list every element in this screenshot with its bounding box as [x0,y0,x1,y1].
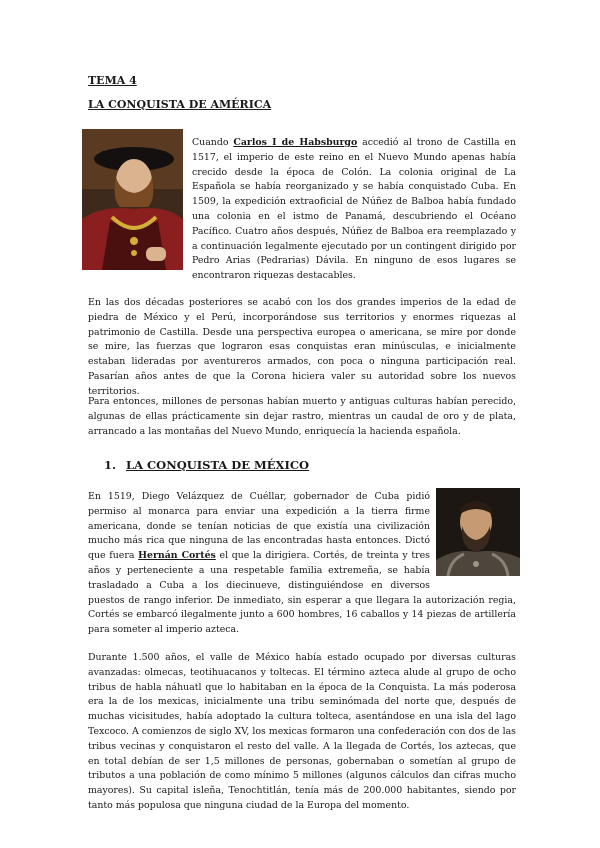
mexico-text-2: el que la dirigiera. Cortés, de treinta y tres años y perteneciente a una respetable familia extremeña, se había trasladado a Cuba a los diecinueve, distinguiéndose en diversos puestos de rango inferior. De inmediato, sin esperar a que llegara la autorización regia, Cortés se embarcó ilegalmente junto a 600 hombres, 16 caballos y 14 piezas de artillería para someter al imperio azteca. [88,550,516,636]
chapter-title: LA CONQUISTA DE AMÉRICA [88,98,272,111]
mexico-text-1: En 1519, Diego Velázquez de Cuéllar, gobernador de Cuba pidió permiso al monarca para enviar una expedición a la tierra firme americana, donde se tenían noticias de que existía una civilización mucho más rica que ninguna de las encontradas hasta entonces. Dictó que fuera [88,491,430,562]
section-1-heading [104,458,309,472]
link-hernan-cortes[interactable]: Hernán Cortés [138,550,216,562]
paragraph-5: Durante 1.500 años, el valle de México había estado ocupado por diversas culturas avanzadas: olmecas, teotihuacanos y toltecas. El término azteca alude al grupo de ocho tribus de habla náhuatl que lo habitaban en la época de la Conquista. La más poderosa era la de los mexicas, inicialmente una tribu seminómada del norte que, después de muchas vicisitudes, había adoptado la cultura tolteca, asentándose en una isla del lago Texcoco. A comienzos de siglo XV, los mexicas formaron una confederación con dos de las tribus vecinas y conquistaron el resto del valle. A la llegada de Cortés, los aztecas, que en total debían de ser 1,5 millones de personas, gobernaban o sometían al grupo de tributos a una población de como mínimo 5 millones (algunos cálculos dan cifras mucho mayores). Su capital isleña, Tenochtitlán, tenía más de 200.000 habitantes, siendo por tanto más populosa que ninguna ciudad de la Europa del momento. [88,652,516,811]
intro-text-1: Cuando [192,137,234,148]
section-1-title: LA CONQUISTA DE MÉXICO [126,458,310,472]
intro-text-2: accedió al trono de Castilla en 1517, el imperio de este reino en el Nuevo Mundo apenas había crecido desde la época de Colón. La colonia original de La Española se había reorganizado y se había conquistado Cuba. En 1509, la expedición extraoficial de Núñez de Balboa había fundado una colonia en el istmo de Panamá, descubriendo el Océano Pacífico. Cuatro años después, Núñez de Balboa era reemplazado y a continuación legalmente ejecutado por un contingent dirigido por Pedro Arias (Pedrarias) Dávila. En ninguno de esos lugares se encontraron riquezas destacables. [192,137,517,282]
section-1-number: 1. [104,458,117,472]
mexico-paragraph [88,490,516,638]
intro-paragraph [88,136,516,286]
float-spacer [430,490,516,588]
link-carlos-i[interactable]: Carlos I de Habsburgo [233,137,358,148]
tema-label: TEMA 4 [88,74,137,87]
paragraph-3: Para entonces, millones de personas habían muerto y antiguas culturas habían perecido, algunas de ellas prácticamente sin dejar rastro, mientras un caudal de oro y de plata, arrancado a las montañas del Nuevo Mundo, enriquecía la hacienda española. [88,396,516,437]
float-spacer [88,136,192,276]
paragraph-2: En las dos décadas posteriores se acabó con los dos grandes imperios de la edad de piedra de México y el Perú, incorporándose sus territorios y enormes riquezas al patrimonio de Castilla. Desde una perspectiva europea o americana, se mire por donde se mire, las fuerzas que lograron esas conquistas eran minúsculas, e inicialmente estaban lideradas por aventureros armados, con poca o ninguna participación real. Pasarían años antes de que la Corona hiciera valer su autoridad sobre los nuevos territorios. [88,297,516,397]
